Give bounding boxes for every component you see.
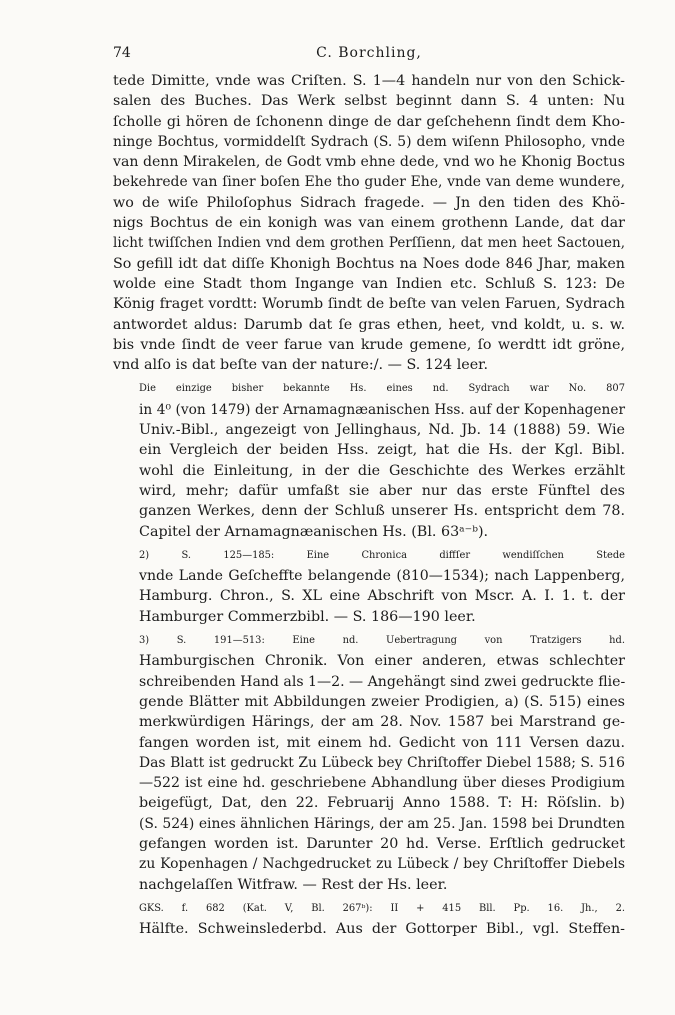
text-line: So gefill idt dat diſſe Khonigh Bochtus na Noes dode 846 Jhar, maken [113,255,625,272]
text-line: van denn Mirakelen, de Godt vmb ehne dede, vnd wo he Khonig Boctus [113,154,625,171]
text-line: bekehrede van ſiner boſen Ehe tho guder Ehe, vnde van deme wundere, [113,174,625,191]
text-line: Hamburg. Chron., S. XL eine Abschrift von Mscr. A. I. 1. t. der [139,588,625,605]
paragraph-gks-682 [113,899,625,940]
text-line: wohl die Einleitung, in der die Geschichte des Werkes erzählt [139,462,625,479]
paragraph-item-3-tratziger [113,631,625,895]
text-line: schreibenden Hand als 1—2. — Angehängt sind zwei gedruckte flie- [139,673,626,690]
text-line: 3) S. 191—513: Eine nd. Uebertragung von Tratzigers hd. [139,635,625,647]
text-line: Hamburger Commerzbibl. — S. 186—190 leer. [139,608,476,625]
document-page [113,45,625,939]
text-line: vnd alſo is dat beſte van der nature:/. — S. 124 leer. [113,357,488,374]
text-line: König fraget vordtt: Worumb ſindt de beſte van velen Faruen, Sydrach [113,296,625,313]
text-line: GKS. f. 682 (Kat. V, Bl. 267ᵇ): II + 415 Bll. Pp. 16. Jh., 2. [139,902,625,914]
text-line: 2) S. 125—185: Eine Chronica diffſer wendiſſchen Stede [139,549,625,561]
text-line: Capitel der Arnamagnæanischen Hs. (Bl. 63ᵃ⁻ᵇ). [139,523,489,540]
text-line: salen des Buches. Das Werk selbst beginnt dann S. 4 unten: Nu [113,93,625,110]
text-line: wo de wiſe Philoſophus Sidrach fragede. — Jn den tiden des Khö- [113,194,625,211]
text-line: bis vnde ſindt de veer farue van krude gemene, ſo werdtt idt gröne, [113,336,625,353]
text-line: vnde Lande Geſcheffte belangende (810—1534); nach Lappenberg, [139,568,625,585]
paragraph-item-2-chronica [113,546,625,627]
text-line: Die einzige bisher bekannte Hs. eines nd. Sydrach war No. 807 [139,383,625,395]
text-line: zu Kopenhagen / Nachgedrucket zu Lübeck / bey Chriſtoffer Diebels [139,856,625,873]
text-line: merkwürdigen Härings, der am 28. Nov. 1587 bei Marstrand ge- [139,714,625,731]
text-line: ninge Bochtus, vormiddelſt Sydrach (S. 5) dem wiſenn Philosopho, vnde [113,133,625,150]
text-line: antwordet aldus: Darumb dat ſe gras ethen, heet, vnd koldt, u. s. w. [113,316,625,333]
text-line: nachgelaſſen Witfraw. — Rest der Hs. leer. [139,876,448,893]
text-line: Hamburgischen Chronik. Von einer anderen, etwas schlechter [139,653,625,670]
text-line: tede Dimitte, vnde was Criſten. S. 1—4 handeln nur von den Schick- [113,73,625,89]
text-line: Univ.-Bibl., angezeigt von Jellinghaus, Nd. Jb. 14 (1888) 59. Wie [139,422,625,439]
text-line: wird, mehr; dafür umfaßt sie aber nur das erste Fünftel des [139,482,625,499]
text-line: Hälfte. Schweinslederbd. Aus der Gottorper Bibl., vgl. Steffen- [139,921,625,938]
text-line: beigefügt, Dat, den 22. Februarij Anno 1588. T: H: Röſslin. b) [139,795,625,812]
text-line: (S. 524) eines ähnlichen Härings, der am 25. Jan. 1598 bei Drundten [139,815,625,832]
paragraph-sydrach-text [113,71,625,375]
text-line: ganzen Werkes, denn der Schluß unserer Hs. entspricht dem 78. [139,503,625,520]
text-line: Das Blatt ist gedruckt Zu Lübeck bey Chriſtoffer Diebel 1588; S. 516 [139,754,625,771]
text-line: gende Blätter mit Abbildungen zweier Prodigien, a) (S. 515) eines [139,693,625,710]
text-line: gefangen worden ist. Darunter 20 hd. Verse. Erſtlich gedrucket [139,835,625,852]
paragraph-sydrach-manuscripts [113,379,625,541]
text-line: ein Vergleich der beiden Hss. zeigt, hat die Hs. der Kgl. Bibl. [139,442,625,459]
text-line: nigs Bochtus de ein konigh was van einem grothenn Lande, dat dar [113,215,625,232]
text-line: wolde eine Stadt thom Ingange van Indien etc. Schluß S. 123: De [113,275,625,292]
page-header [113,45,625,71]
text-line: in 4⁰ (von 1479) der Arnamagnæanischen Hss. auf der Kopenhagener [139,401,625,418]
text-line: ſcholle gi hören de ſchonenn dinge de dar geſchehenn ſindt dem Kho- [113,113,625,130]
text-line: —522 ist eine hd. geschriebene Abhandlung über dieses Prodigium [139,775,625,792]
text-line: fangen worden ist, mit einem hd. Gedicht von 111 Versen dazu. [139,734,625,751]
running-head: C. Borchling, [316,45,422,61]
document-body [113,71,625,939]
text-line: licht twiſſchen Indien vnd dem grothen Perſſienn, dat men heet Sactouen, [113,235,625,252]
page-number: 74 [113,45,131,61]
